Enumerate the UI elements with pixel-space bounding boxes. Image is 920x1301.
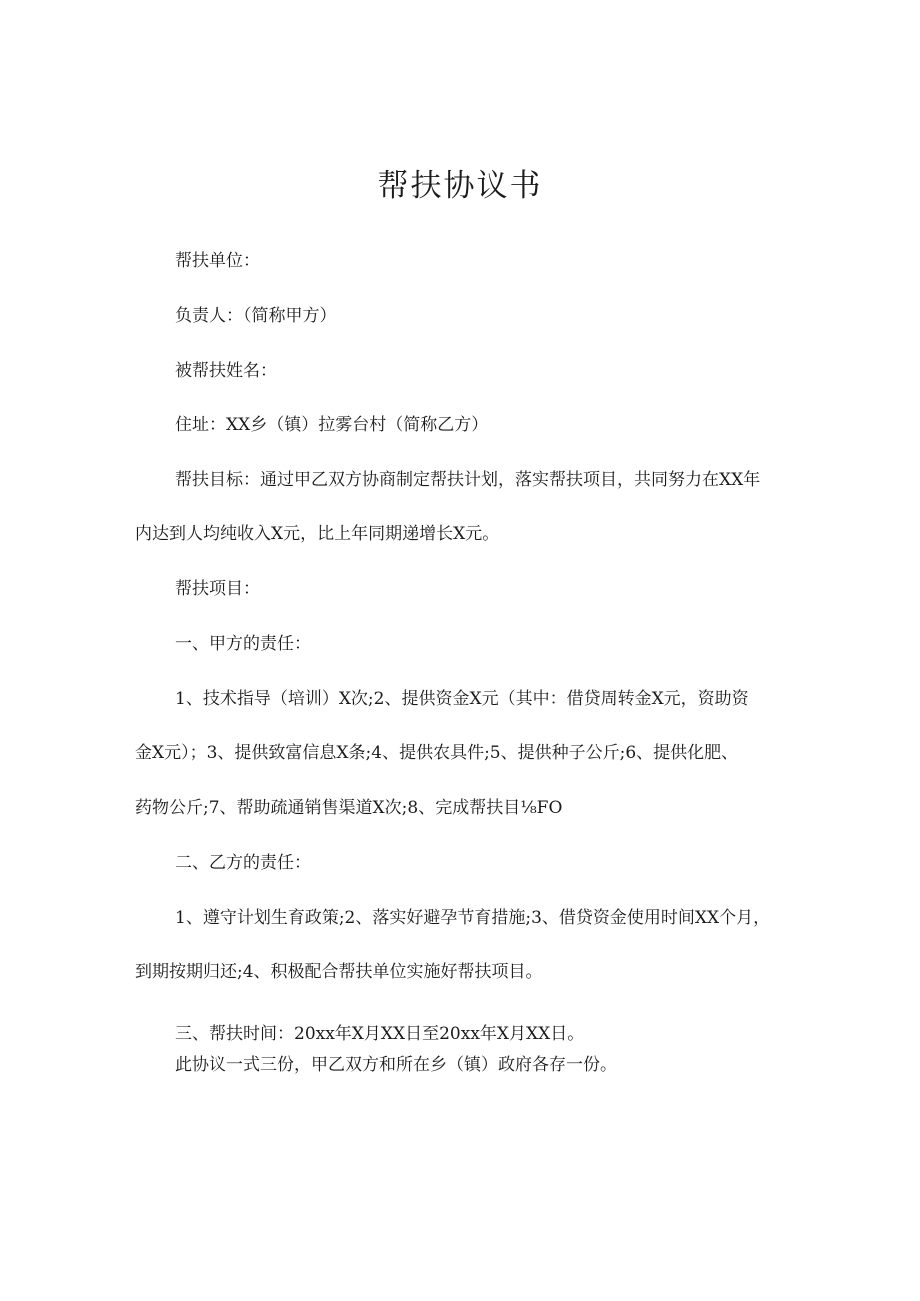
assisting-unit-line: 帮扶单位： xyxy=(175,251,260,271)
responsible-person-line: 负责人：（简称甲方） xyxy=(175,306,337,326)
party-a-line-1: 1、技术指导（培训）X次;2、提供资金X元（其中：借贷周转金X元，资助资 xyxy=(175,689,749,709)
goal-line-2: 内达到人均纯收入X元，比上年同期递增长X元。 xyxy=(135,524,500,544)
party-b-line-1: 1、遵守计划生育政策;2、落实好避孕节育措施;3、借贷资金使用时间XX个月， xyxy=(175,908,771,928)
party-b-line-2: 到期按期归还;4、积极配合帮扶单位实施好帮扶项目。 xyxy=(135,962,543,982)
party-b-heading: 二、乙方的责任： xyxy=(175,853,311,873)
party-a-line-2: 金X元）；3、提供致富信息X条;4、提供农具件;5、提供种子公斤;6、提供化肥、 xyxy=(135,743,739,763)
document-title: 帮扶协议书 xyxy=(377,168,543,204)
assistance-period-line: 三、帮扶时间：20xx年X月XX日至20xx年X月XX日。 xyxy=(175,1024,585,1044)
party-a-heading: 一、甲方的责任： xyxy=(175,634,311,654)
address-line: 住址：XX乡（镇）拉雾台村（简称乙方） xyxy=(175,415,489,435)
projects-heading: 帮扶项目： xyxy=(175,579,260,599)
assisted-name-line: 被帮扶姓名： xyxy=(175,361,277,381)
goal-line-1: 帮扶目标：通过甲乙双方协商制定帮扶计划，落实帮扶项目，共同努力在XX年 xyxy=(175,470,761,490)
copies-line: 此协议一式三份，甲乙双方和所在乡（镇）政府各存一份。 xyxy=(175,1055,617,1075)
party-a-line-3: 药物公斤;7、帮助疏通销售渠道X次;8、完成帮扶目⅛FO xyxy=(135,798,563,818)
